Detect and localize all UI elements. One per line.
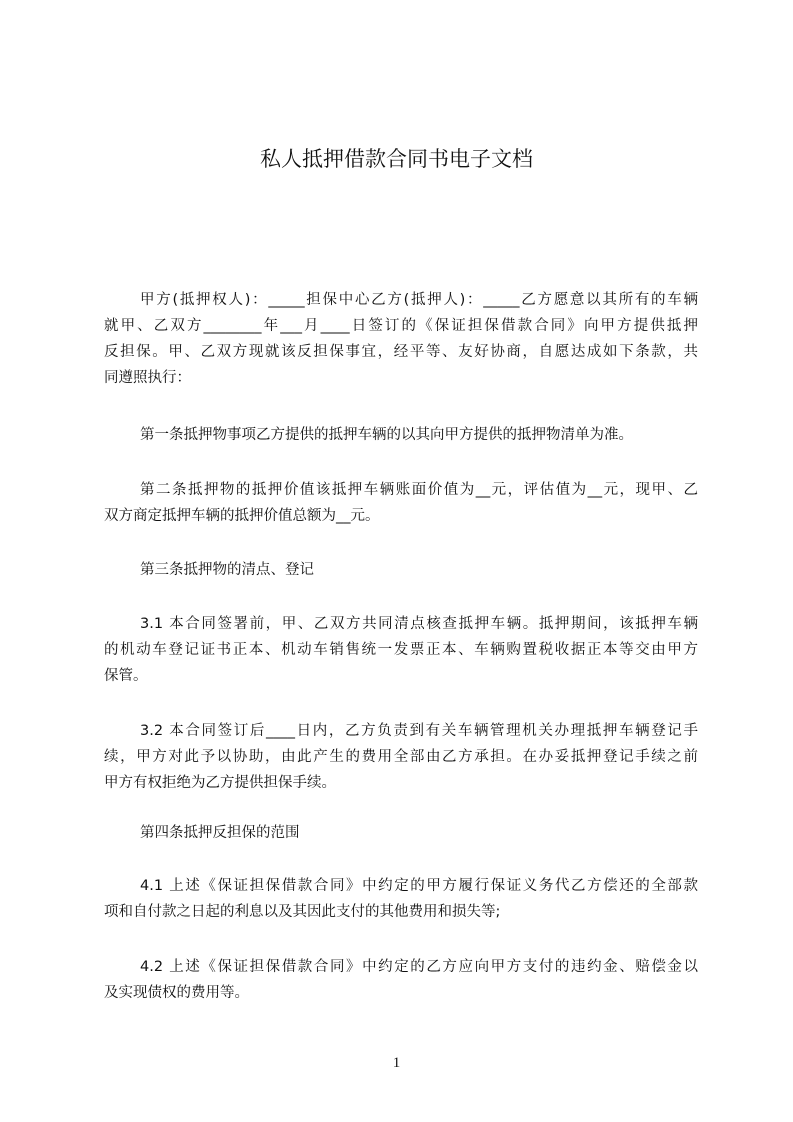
text-line: 4.2 上述《保证担保借款合同》中约定的乙方应向甲方支付的违约金、赔偿金以 <box>140 959 698 975</box>
paragraph <box>104 954 698 1006</box>
text-line: 第三条抵押物的清点、登记 <box>140 562 314 578</box>
text-line: 甲方有权拒绝为乙方提供担保手续。 <box>104 775 336 791</box>
text-line: 第一条抵押物事项乙方提供的抵押车辆的以其向甲方提供的抵押物清单为准。 <box>140 427 633 443</box>
paragraph <box>104 477 698 529</box>
text-line: 双方商定抵押车辆的抵押价值总额为__元。 <box>104 508 380 524</box>
text-line: 同遵照执行： <box>104 370 191 386</box>
text-line: 甲方(抵押权人)：_____担保中心乙方(抵押人)：_____乙方愿意以其所有的车辆 <box>140 292 698 308</box>
page-number: 1 <box>392 1055 401 1071</box>
text-line: 第四条抵押反担保的范围 <box>140 825 300 841</box>
text-line: 保管。 <box>104 668 148 684</box>
paragraph <box>104 287 698 391</box>
text-line: 反担保。甲、乙双方现就该反担保事宜，经平等、友好协商，自愿达成如下条款，共 <box>104 344 698 360</box>
text-line: 4.1 上述《保证担保借款合同》中约定的甲方履行保证义务代乙方偿还的全部款 <box>140 878 698 894</box>
paragraph <box>104 718 698 796</box>
text-line: 续，甲方对此予以协助，由此产生的费用全部由乙方承担。在办妥抵押登记手续之前 <box>104 749 698 765</box>
text-line: 3.2 本合同签订后____日内，乙方负责到有关车辆管理机关办理抵押车辆登记手 <box>140 723 698 739</box>
text-line: 第二条抵押物的抵押价值该抵押车辆账面价值为__元，评估值为__元，现甲、乙 <box>140 482 698 498</box>
text-line: 项和自付款之日起的利息以及其因此支付的其他费用和损失等; <box>104 904 501 920</box>
document-title: 私人抵押借款合同书电子文档 <box>260 147 533 171</box>
text-line: 的机动车登记证书正本、机动车销售统一发票正本、车辆购置税收据正本等交由甲方 <box>104 642 698 658</box>
paragraph <box>104 611 698 689</box>
text-line: 3.1 本合同签署前，甲、乙双方共同清点核查抵押车辆。抵押期间，该抵押车辆 <box>140 616 698 632</box>
paragraph <box>104 820 698 846</box>
paragraph <box>104 557 698 583</box>
paragraph <box>104 422 698 448</box>
text-line: 就甲、乙双方________年___月____日签订的《保证担保借款合同》向甲方提供抵押 <box>104 318 698 334</box>
paragraph <box>104 873 698 925</box>
text-line: 及实现债权的费用等。 <box>104 985 249 1001</box>
